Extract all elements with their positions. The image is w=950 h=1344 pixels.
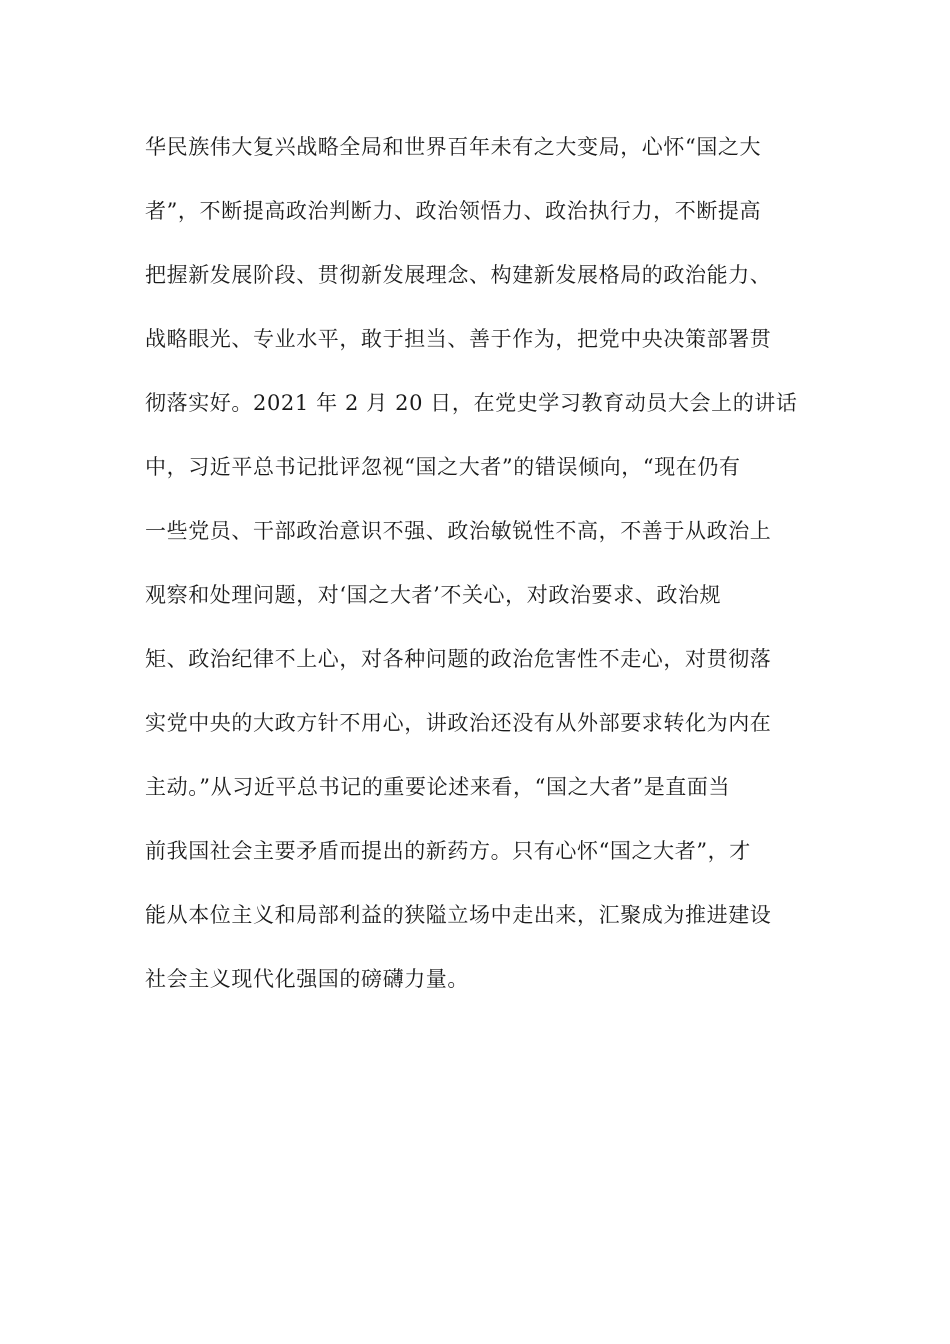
text-line: 实党中央的大政方针不用心，讲政治还没有从外部要求转化为内在 (145, 711, 772, 735)
text-line: 战略眼光、专业水平，敢于担当、善于作为，把党中央决策部署贯 (145, 327, 772, 351)
text-line: 一些党员、干部政治意识不强、政治敏锐性不高，不善于从政治上 (145, 519, 772, 543)
text-line: 观察和处理问题，对‘国之大者’不关心，对政治要求、政治规 (145, 583, 722, 607)
text-line: 把握新发展阶段、贯彻新发展理念、构建新发展格局的政治能力、 (145, 263, 772, 287)
text-line: 主动。”从习近平总书记的重要论述来看，“国之大者”是直面当 (145, 775, 731, 799)
text-line: 华民族伟大复兴战略全局和世界百年未有之大变局，心怀“国之大 (145, 135, 762, 159)
text-line: 中，习近平总书记批评忽视“国之大者”的错误倾向，“现在仍有 (145, 455, 741, 479)
text-line: 者”，不断提高政治判断力、政治领悟力、政治执行力，不断提高 (145, 199, 762, 223)
text-line: 前我国社会主要矛盾而提出的新药方。只有心怀“国之大者”，才 (145, 839, 751, 863)
text-line: 能从本位主义和局部利益的狭隘立场中走出来，汇聚成为推进建设 (145, 903, 772, 927)
text-line: 矩、政治纪律不上心，对各种问题的政治危害性不走心，对贯彻落 (145, 647, 772, 671)
text-line: 社会主义现代化强国的磅礴力量。 (145, 967, 469, 991)
text-line: 彻落实好。2021 年 2 月 20 日，在党史学习教育动员大会上的讲话 (145, 391, 798, 415)
body-paragraph (145, 127, 805, 1023)
